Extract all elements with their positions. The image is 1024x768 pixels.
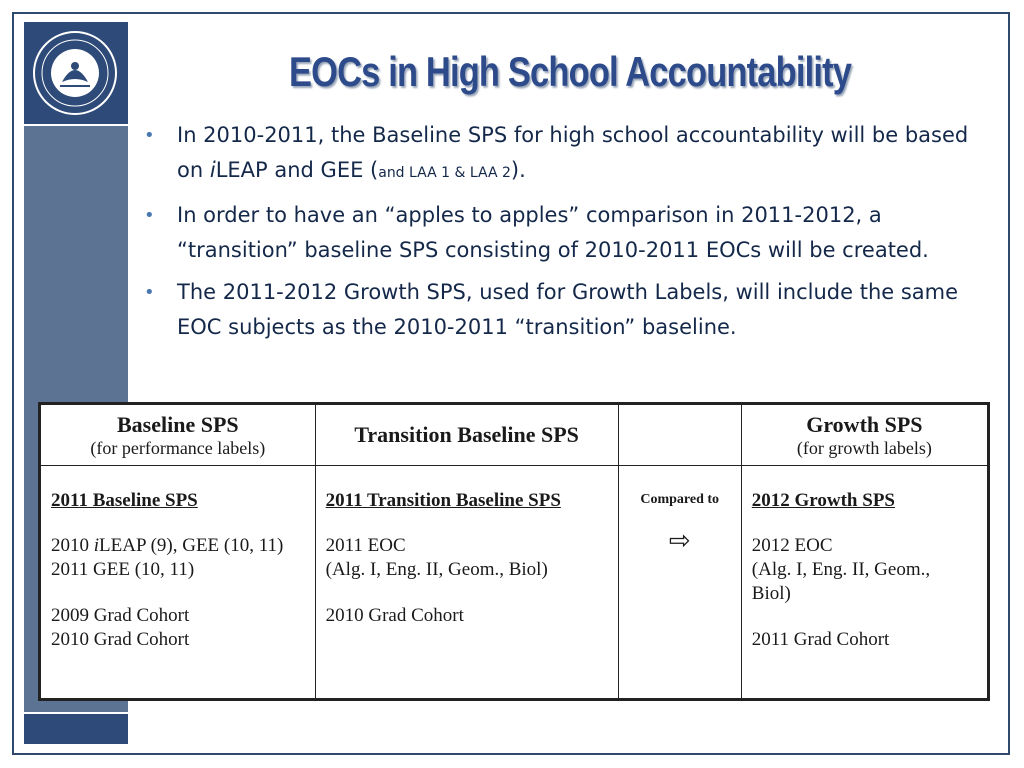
header-title: Baseline SPS — [116, 411, 239, 437]
arrow-right-icon: ⇨ — [668, 526, 691, 555]
slide-title: EOCs in High School Accountability — [288, 48, 852, 95]
footer-band — [24, 714, 128, 744]
cell-compare — [618, 466, 741, 699]
cell-baseline — [41, 466, 316, 699]
header-blank — [618, 405, 741, 466]
bullet-text: ). — [510, 158, 526, 182]
cell-title: 2011 Baseline SPS — [51, 490, 198, 511]
sps-comparison-table — [38, 402, 990, 701]
header-growth — [741, 405, 987, 466]
cell-line — [51, 534, 305, 558]
cell-line: 2010 Grad Cohort — [51, 629, 190, 650]
bullet-small-text: and LAA 1 & LAA 2 — [378, 165, 511, 181]
cell-title: 2012 Growth SPS — [751, 490, 895, 511]
cell-line: 2009 Grad Cohort — [51, 605, 190, 626]
header-title: Transition Baseline SPS — [354, 422, 579, 447]
cell-italic-text: i — [93, 535, 100, 556]
cell-line: (Alg. I, Eng. II, Geom., Biol) — [325, 559, 548, 580]
bullet-text: LEAP and GEE ( — [215, 158, 379, 182]
cell-transition — [315, 466, 618, 699]
header-title: Growth SPS — [806, 411, 923, 437]
bullet-dot-icon: • — [144, 205, 155, 226]
cell-line: Biol) — [751, 583, 791, 604]
bullet-dot-icon: • — [144, 282, 155, 303]
header-baseline — [41, 405, 316, 466]
cell-line: 2011 GEE (10, 11) — [51, 559, 195, 580]
bullet-dot-icon: • — [144, 125, 155, 146]
cell-growth — [741, 466, 987, 699]
compared-to-label: Compared to — [640, 492, 720, 507]
header-subtitle: (for growth labels) — [796, 437, 932, 458]
cell-text: LEAP (9), GEE (10, 11) — [99, 535, 284, 556]
cell-line: 2012 EOC — [751, 535, 833, 556]
header-subtitle: (for performance labels) — [90, 437, 266, 458]
bullet-text: In 2010-2011, the Baseline SPS for high school accountability will be based on — [177, 123, 969, 182]
table-header-row — [41, 405, 988, 466]
bullet-item — [140, 118, 990, 191]
bullet-list — [140, 118, 990, 352]
cell-line: 2010 Grad Cohort — [325, 605, 464, 626]
cell-text: 2010 — [51, 535, 94, 556]
louisiana-dept-education-seal-icon — [32, 30, 118, 116]
header-transition — [315, 405, 618, 466]
bullet-item — [140, 275, 990, 345]
bullet-item — [140, 198, 990, 268]
cell-title: 2011 Transition Baseline SPS — [325, 490, 561, 511]
bullet-italic-text: i — [209, 158, 216, 182]
cell-line: 2011 Grad Cohort — [751, 629, 890, 650]
table-row — [41, 466, 988, 699]
bullet-text: In order to have an “apples to apples” comparison in 2011-2012, a “transition” baseline SPS consisting of 2010-2011 EOCs will be created. — [177, 203, 929, 262]
cell-line: (Alg. I, Eng. II, Geom., — [751, 559, 931, 580]
cell-line: 2011 EOC — [325, 535, 406, 556]
bullet-text: The 2011-2012 Growth SPS, used for Growth Labels, will include the same EOC subjects as the 2010-2011 “transition” baseline. — [177, 280, 959, 339]
